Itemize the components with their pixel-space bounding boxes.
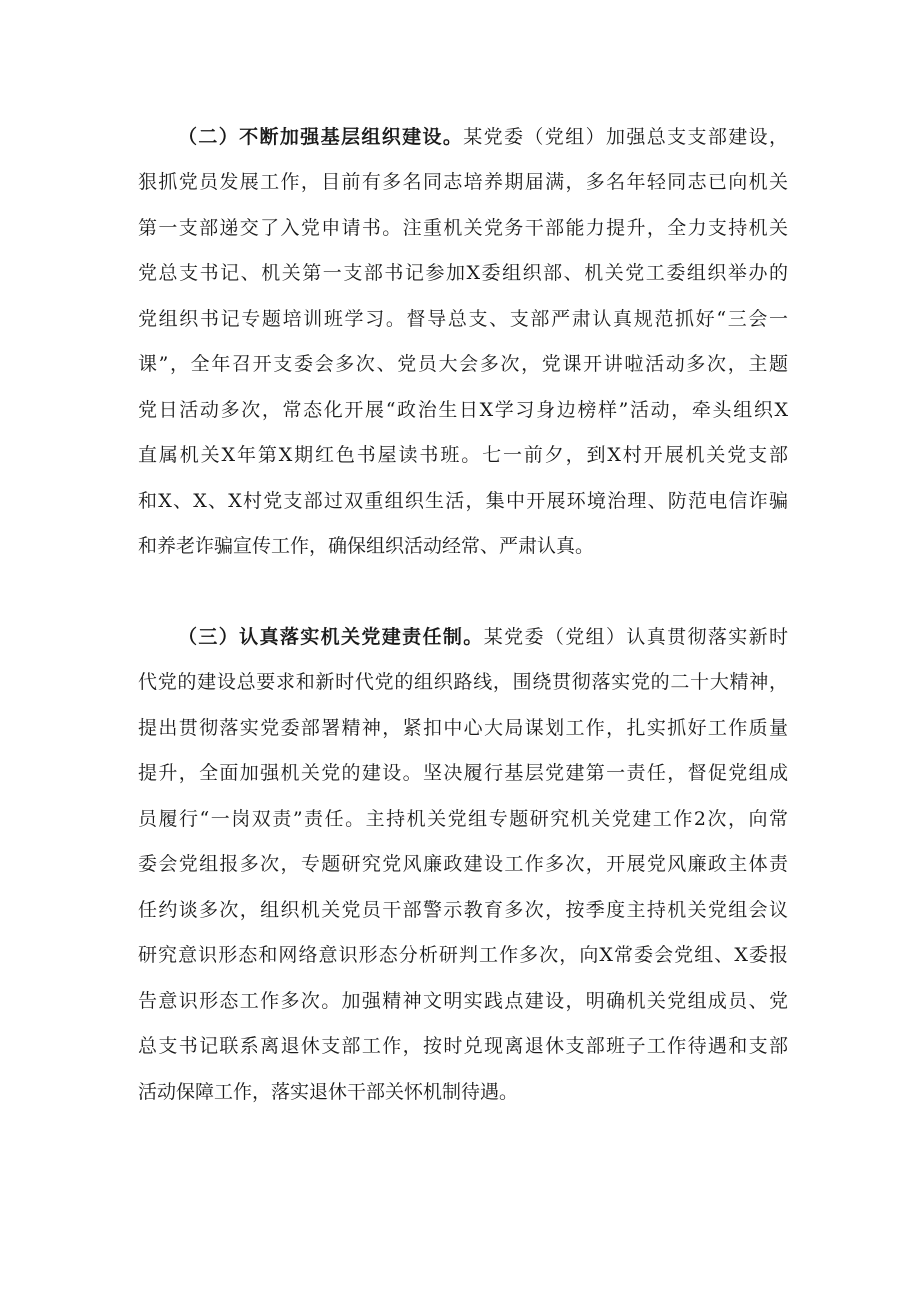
paragraph-line: 提出贯彻落实党委部署精神，紧扣中心大局谋划工作，扎实抓好工作质量	[138, 717, 788, 739]
paragraph-line: 党组织书记专题培训班学习。督导总支、支部严肃认真规范抓好“三会一	[138, 308, 788, 330]
paragraph-line: 狠抓党员发展工作，目前有多名同志培养期届满，多名年轻同志已向机关	[138, 171, 788, 193]
paragraph-line: 委会党组报多次，专题研究党风廉政建设工作多次，开展党风廉政主体责	[138, 853, 788, 875]
paragraph-line: 告意识形态工作多次。加强精神文明实践点建设，明确机关党组成员、党	[138, 990, 788, 1012]
paragraph-text: 某党委（党组）加强总支支部建设，	[463, 126, 788, 148]
paragraph-line: 提升，全面加强机关党的建设。坚决履行基层党建第一责任，督促党组成	[138, 762, 788, 784]
paragraph-line: 党日活动多次，常态化开展“政治生日X学习身边榜样”活动，牵头组织X	[138, 399, 788, 421]
paragraph-line: 代党的建设总要求和新时代党的组织路线，围绕贯彻落实党的二十大精神，	[138, 671, 788, 693]
paragraph-line: 党总支书记、机关第一支部书记参加X委组织部、机关党工委组织举办的	[138, 262, 788, 284]
paragraph-line: 课”，全年召开支委会多次、党员大会多次，党课开讲啦活动多次，主题	[138, 353, 788, 375]
paragraph-line	[178, 124, 788, 150]
paragraph-line: 研究意识形态和网络意识形态分析研判工作多次，向X常委会党组、X委报	[138, 944, 788, 966]
paragraph-line: 员履行“一岗双责”责任。主持机关党组专题研究机关党建工作2次，向常	[138, 808, 788, 830]
section-heading: （二）不断加强基层组织建设。	[178, 126, 464, 148]
paragraph-text: 某党委（党组）认真贯彻落实新时	[483, 626, 788, 648]
paragraph-line: 和养老诈骗宣传工作，确保组织活动经常、严肃认真。	[138, 535, 595, 557]
paragraph-line: 和X、X、X村党支部过双重组织生活，集中开展环境治理、防范电信诈骗	[138, 490, 788, 512]
paragraph-line: 直属机关X年第X期红色书屋读书班。七一前夕，到X村开展机关党支部	[138, 444, 788, 466]
paragraph-line: 总支书记联系离退休支部工作，按时兑现离退休支部班子工作待遇和支部	[138, 1035, 788, 1057]
section-heading: （三）认真落实机关党建责任制。	[178, 626, 484, 648]
paragraph-line: 任约谈多次，组织机关党员干部警示教育多次，按季度主持机关党组会议	[138, 899, 788, 921]
paragraph-line: 活动保障工作，落实退休干部关怀机制待遇。	[138, 1081, 519, 1103]
paragraph-line	[178, 624, 788, 650]
paragraph-line: 第一支部递交了入党申请书。注重机关党务干部能力提升，全力支持机关	[138, 217, 788, 239]
